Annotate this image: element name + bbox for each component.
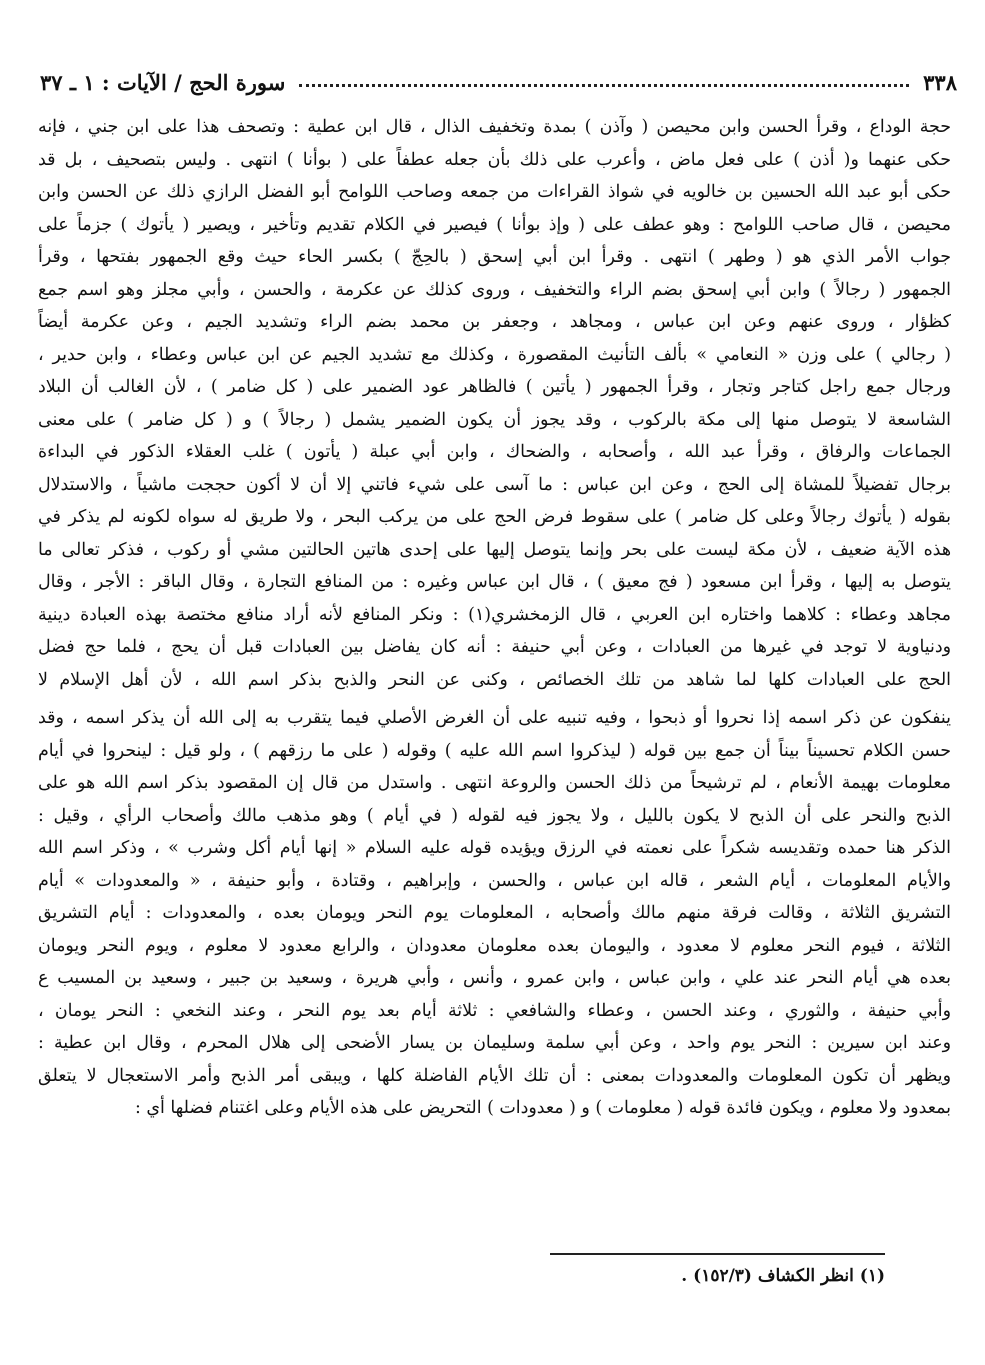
text-line: الجمهور ( رجالاً ) وابن أبي إسحق بضم الراء والتخفيف ، وروى كذلك عن عكرمة ، والحسن ، وأبي مجلز وهو اسم جمع [38,279,951,300]
text-line: هذه الآية ضعيف ، لأن مكة ليست على بحر وإنما يتوصل إليها على إحدى هاتين الحالتين مشي أو ركوب ، فذكر تعالى ما [38,539,951,560]
text-line: بعده هي أيام النحر عند علي ، وابن عباس ، وابن عمرو ، وأنس ، وأبي هريرة ، وسعيد بن جبير ، وسعيد بن المسيب ع [38,968,951,988]
text-line: ينفكون عن ذكر اسمه إذا نحروا أو ذبحوا ، وفيه تنبيه على أن الغرض الأصلي فيما يتقرب به إلى الله أن يذكر اسمه ، وقد [38,708,951,728]
page-header [40,62,957,102]
footnote: (١) انظر الكشاف (١٥٢/٣) . [681,1266,885,1286]
text-line: والأيام المعلومات ، أيام الشعر ، قاله ابن عباس ، والحسن ، وإبراهيم ، وقتادة ، وأبو حنيفة ، « والمعدودات » أيام [38,870,951,891]
text-line: جواب الأمر الذي هو ( وطهر ) انتهى . وقرأ ابن أبي إسحق ( بالحِجّ ) بكسر الحاء حيث وقع الجمهور بفتحها ، وقرأ [38,247,951,267]
text-line: ويظهر أن تكون المعلومات والمعدودات بمعنى : أن تلك الأيام الفاضلة كلها ، ويبقى أمر الذبح وأمر الاستعجال لا يتعلق [38,1065,951,1086]
text-line: بمعدود ولا معلوم ، ويكون فائدة قوله ( معلومات ) و ( معدودات ) التحريض على هذه الأيام وعلى اغتنام فضلها أي : [135,1098,951,1118]
text-line: حكى أبو عبد الله الحسين بن خالويه في شواذ القراءات من جمعه وصاحب اللوامح أبو الفضل الرازي ذلك عن الحسن وابن [38,182,951,202]
surah-title: سورة الحج / الآيات : ١ ـ ٣٧ [40,69,286,95]
text-line: الذكر هنا حمده وتقديسه شكراً على نعمته في الرزق ويؤيده قوله عليه السلام « إنها أيام أكل وشرب » ، وذكر اسم الله [38,838,951,858]
text-line: حكى عنهما و( أذن ) على فعل ماض ، وأعرب على ذلك بأن جعله عطفاً على ( بوأنا ) انتهى . وليس بتصحيف ، بل قد [38,149,951,170]
text-line: برجال تفضيلاً للمشاة إلى الحج ، وعن ابن عباس : ما آسى على شيء فاتني إلا أن لا أكون حججت ماشياً ، والاستدلال [38,474,951,495]
text-line: التشريق الثلاثة ، وقالت فرقة منهم مالك وأصحابه ، المعلومات يوم النحر ويومان بعده ، والمعدودات : أيام التشريق [38,903,951,923]
text-line: كظؤار ، وروى عنهم وعن ابن عباس ، ومجاهد ، وجعفر بن محمد بضم الراء وتشديد الجيم ، وعن عكرمة أيضاً [38,312,951,332]
text-line: وعند ابن سيرين : النحر يوم واحد ، وعن أبي سلمة وسليمان بن يسار الأضحى إلى هلال المحرم ، وقال ابن عطية : [38,1033,951,1053]
text-line: معلومات بهيمة الأنعام ، لم ترشيحاً من ذلك الحسن والروعة انتهى . واستدل من قال إن المقصود بذكر اسم الله هو على [38,773,951,793]
text-line: بقوله ( يأتوك رجالاً وعلى كل ضامر ) على سقوط فرض الحج على من يركب البحر ، ولا طريق له سواه لكونه لم يذكر في [38,507,951,527]
text-line: حجة الوداع ، وقرأ الحسن وابن محيصن ( وآذن ) بمدة وتخفيف الذال ، قال ابن عطية : وتصحف هذا على ابن جني ، فإنه [38,117,951,137]
text-line: الجماعات والرفاق ، وقرأ عبد الله ، وأصحابه ، والضحاك ، وابن أبي عبلة ( يأتون ) غلب العقلاء الذكور في البداءة [38,442,951,462]
text-line: ( رجالي ) على وزن « النعامي » بألف التأنيث المقصورة ، وكذلك مع تشديد الجيم عن ابن عباس وعطاء ، وابن حدير ، [38,344,951,365]
text-line: وأبي حنيفة ، والثوري ، وعند الحسن ، وعطاء والشافعي : ثلاثة أيام بعد يوم النحر ، وعند النخعي : النحر يومان ، [38,1000,951,1021]
text-line: يتوصل به إليها ، وقرأ ابن مسعود ( فج معيق ) ، قال ابن عباس وغيره : من المنافع التجارة ، وقال الباقر : الأجر ، وقال [38,572,951,592]
text-line: الحج على العبادات كلها لما شاهد من تلك الخصائص ، وكنى عن النحر والذبح بذكر اسم الله ، لأن أهل الإسلام لا [38,669,951,690]
text-line: ودنياوية لا توجد في غيرها من العبادات ، وعن أبي حنيفة : أنه كان يفاضل بين العبادات قبل أن يحج ، فلما حج فضل [38,637,951,657]
text-line: الذبح والنحر على أن الذبح لا يكون بالليل ، ولا يجوز فيه لقوله ( في أيام ) وهو مذهب مالك وأصحاب الرأي ، وقيل : [38,805,951,826]
text-line: مجاهد وعطاء : كلاهما واختاره ابن العربي ، قال الزمخشري(١) : ونكر المنافع لأنه أراد منافع مختصة بهذه العبادة دينية [38,604,951,625]
text-line: ورجال جمع راجل كتاجر وتجار ، وقرأ الجمهور ( يأتين ) فالظاهر عود الضمير على ( كل ضامر ) ، لأن الغالب أن البلاد [38,377,951,397]
text-line: الشاسعة لا يتوصل منها إلى مكة بالركوب ، وقد يجوز أن يكون الضمير يشمل ( رجالاً ) و ( كل ضامر ) على معنى [38,409,951,430]
header-dotted-leader [299,84,909,87]
body-text [38,111,951,1233]
footnote-separator [550,1253,885,1255]
text-line: حسن الكلام تحسيناً بيناً أن جمع بين قوله ( ليذكروا اسم الله عليه ) وقوله ( على ما رزقهم ) ، ولو قيل : لينحروا في أيام [38,740,951,761]
page-number: ٣٣٨ [923,69,957,95]
text-line: الثلاثة ، فيوم النحر معلوم لا معدود ، واليومان بعده معلومان معدودان ، والرابع معدود لا معلوم ، ويوم النحر ويومان [38,935,951,956]
text-line: محيصن ، قال صاحب اللوامح : وهو عطف على ( وإذ بوأنا ) فيصير في الكلام تقديم وتأخير ، ويصير ( يأتوك ) جزماً على [38,214,951,235]
